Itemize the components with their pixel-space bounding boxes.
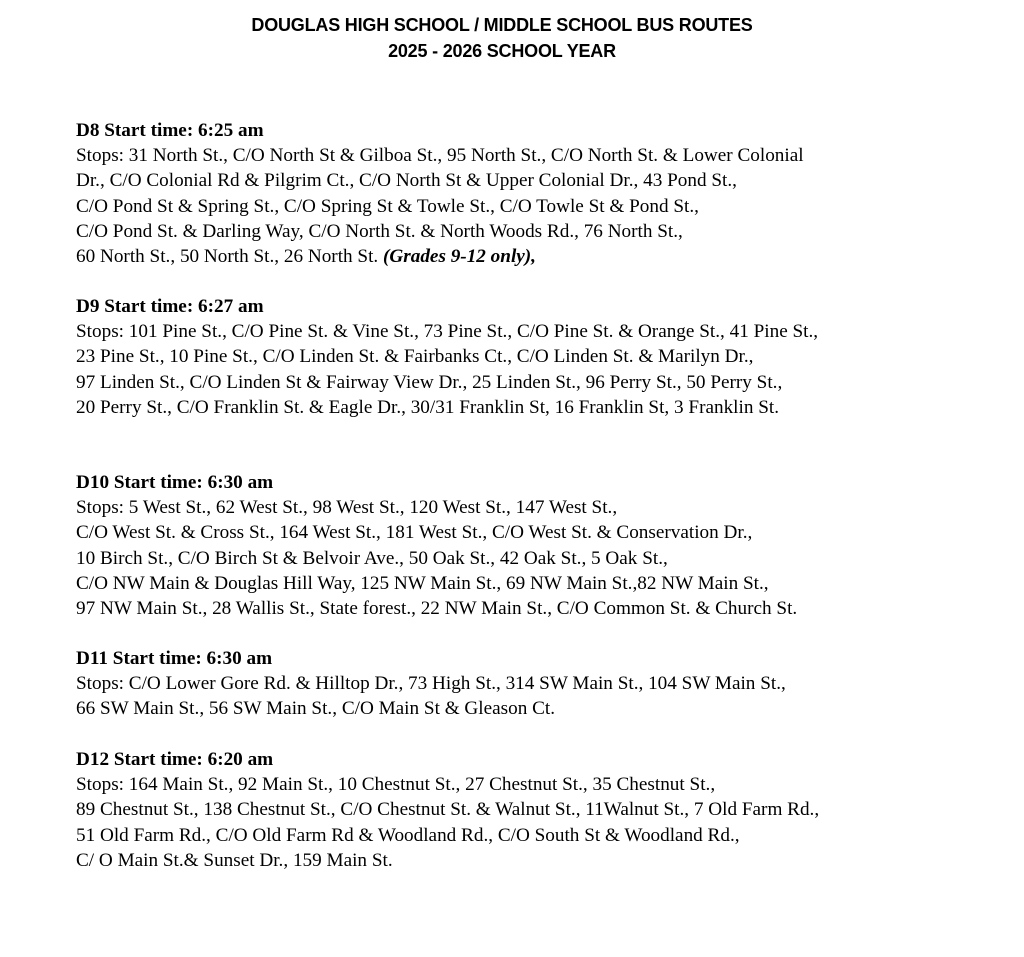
stops-line: Stops: C/O Lower Gore Rd. & Hilltop Dr., 73 High St., 314 SW Main St., 104 SW Main St., bbox=[76, 673, 786, 695]
stops-line: 20 Perry St., C/O Franklin St. & Eagle Dr., 30/31 Franklin St, 16 Franklin St, 3 Franklin St. bbox=[76, 396, 780, 418]
route-heading: D9 Start time: 6:27 am bbox=[76, 296, 264, 317]
grade-note: (Grades 9-12 only), bbox=[383, 246, 536, 268]
stops-line-last bbox=[76, 244, 976, 269]
stops-line: Stops: 5 West St., 62 West St., 98 West St., 120 West St., 147 West St., bbox=[76, 497, 618, 519]
route-heading: D8 Start time: 6:25 am bbox=[76, 120, 264, 141]
route-d12 bbox=[76, 747, 976, 873]
route-heading: D10 Start time: 6:30 am bbox=[76, 472, 274, 493]
stops-line: C/ O Main St.& Sunset Dr., 159 Main St. bbox=[76, 849, 393, 871]
stops-line: 10 Birch St., C/O Birch St & Belvoir Ave., 50 Oak St., 42 Oak St., 5 Oak St., bbox=[76, 547, 668, 569]
document-title: DOUGLAS HIGH SCHOOL / MIDDLE SCHOOL BUS ROUTES bbox=[251, 15, 753, 35]
stops-line: C/O NW Main & Douglas Hill Way, 125 NW Main St., 69 NW Main St.,82 NW Main St., bbox=[76, 572, 769, 594]
stops-line: Stops: 101 Pine St., C/O Pine St. & Vine St., 73 Pine St., C/O Pine St. & Orange St., 41 Pine St., bbox=[76, 321, 819, 343]
stops-line: 51 Old Farm Rd., C/O Old Farm Rd & Woodland Rd., C/O South St & Woodland Rd., bbox=[76, 824, 740, 846]
school-year: 2025 - 2026 SCHOOL YEAR bbox=[388, 41, 616, 61]
stops-line: Dr., C/O Colonial Rd & Pilgrim Ct., C/O North St & Upper Colonial Dr., 43 Pond St., bbox=[76, 170, 737, 192]
stops-line: 66 SW Main St., 56 SW Main St., C/O Main St & Gleason Ct. bbox=[76, 698, 556, 720]
route-d8 bbox=[76, 118, 976, 269]
stops-text: 60 North St., 50 North St., 26 North St. bbox=[76, 246, 379, 268]
route-heading: D12 Start time: 6:20 am bbox=[76, 749, 274, 770]
stops-line: Stops: 31 North St., C/O North St & Gilboa St., 95 North St., C/O North St. & Lower Colonial bbox=[76, 145, 804, 167]
stops-line: 97 NW Main St., 28 Wallis St., State forest., 22 NW Main St., C/O Common St. & Church St. bbox=[76, 598, 798, 620]
route-d11 bbox=[76, 646, 976, 722]
stops-line: C/O Pond St & Spring St., C/O Spring St & Towle St., C/O Towle St & Pond St., bbox=[76, 195, 699, 217]
stops-line: 23 Pine St., 10 Pine St., C/O Linden St. & Fairbanks Ct., C/O Linden St. & Marilyn Dr., bbox=[76, 346, 754, 368]
stops-line: C/O West St. & Cross St., 164 West St., 181 West St., C/O West St. & Conservation Dr., bbox=[76, 522, 753, 544]
stops-line: 89 Chestnut St., 138 Chestnut St., C/O Chestnut St. & Walnut St., 11Walnut St., 7 Old Farm Rd., bbox=[76, 799, 820, 821]
route-heading: D11 Start time: 6:30 am bbox=[76, 648, 273, 669]
route-d9 bbox=[76, 294, 976, 420]
stops-line: 97 Linden St., C/O Linden St & Fairway View Dr., 25 Linden St., 96 Perry St., 50 Perry St., bbox=[76, 371, 783, 393]
route-d10 bbox=[76, 470, 976, 621]
stops-line: C/O Pond St. & Darling Way, C/O North St. & North Woods Rd., 76 North St., bbox=[76, 220, 683, 242]
stops-line: Stops: 164 Main St., 92 Main St., 10 Chestnut St., 27 Chestnut St., 35 Chestnut St., bbox=[76, 774, 716, 796]
